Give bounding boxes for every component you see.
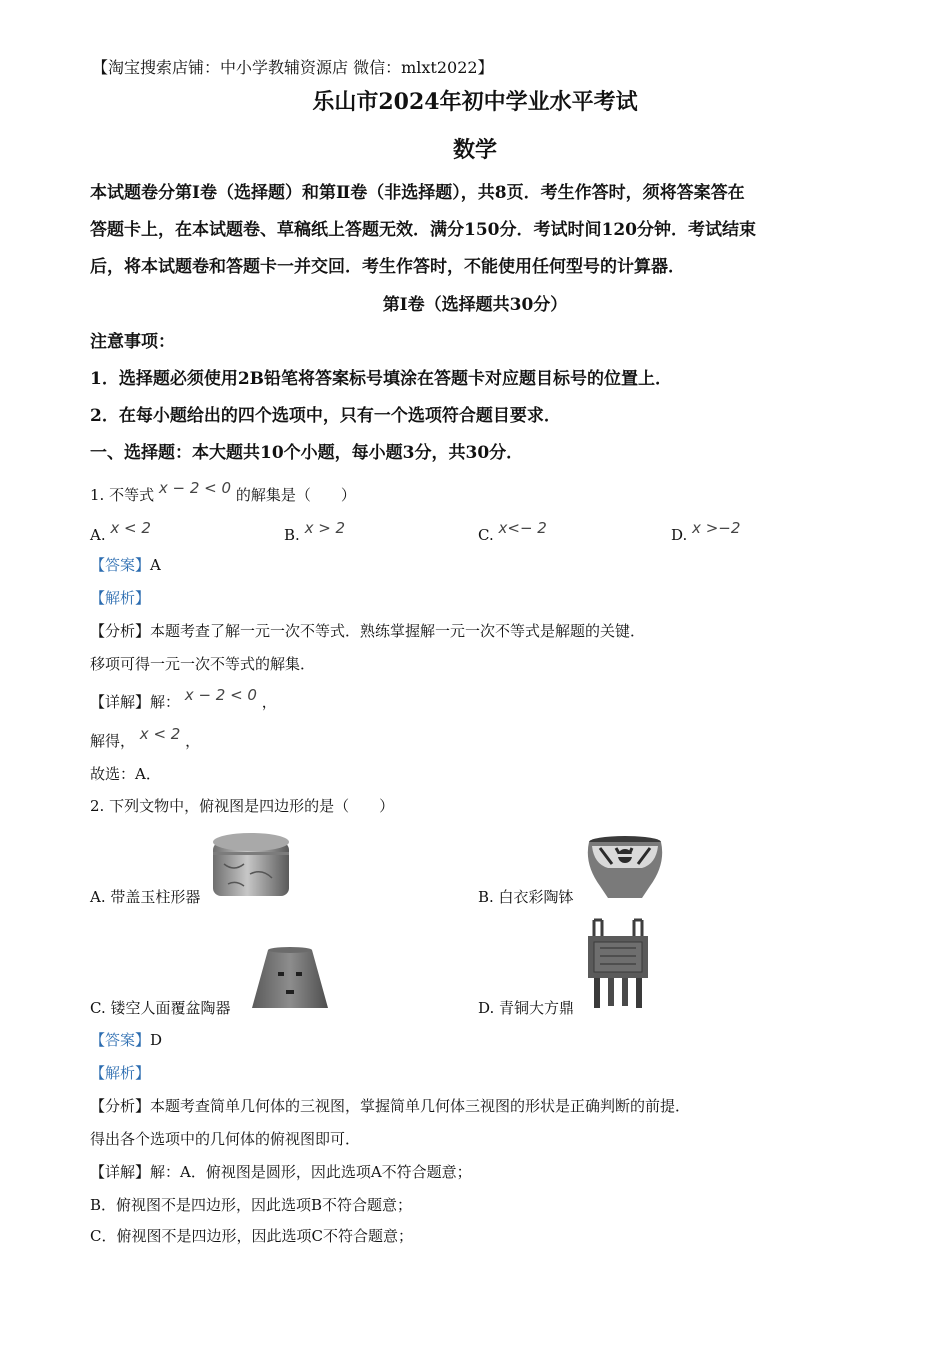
intro-line-3: 后，将本试题卷和答题卡一并交回．考生作答时，不能使用任何型号的计算器． (90, 257, 685, 277)
q2-detail-a: 【详解】解：A．俯视图是圆形，因此选项A不符合题意； (90, 1163, 472, 1181)
q1-analysis-tag: 【解析】 (90, 589, 151, 607)
q2-answer-tag: 【答案】 (90, 1031, 151, 1049)
q1-solve-post: ， (185, 732, 201, 750)
jade-cylinder-image (210, 830, 292, 902)
q1-answer-tag: 【答案】 (90, 556, 151, 574)
q2-fenxi-2: 得出各个选项中的几何体的俯视图即可． (90, 1130, 361, 1148)
q2-option-a: A. 带盖玉柱形器 (90, 888, 201, 906)
q1-detail (90, 686, 277, 712)
q1-choose: 故选：A． (90, 765, 161, 783)
q1-option-a-math: x < 2 (110, 519, 151, 537)
q1-solve-math: x < 2 (139, 725, 181, 743)
q1-solve-pre: 解得， (90, 732, 136, 750)
q1-option-a (90, 519, 151, 545)
q1-fenxi-2: 移项可得一元一次不等式的解集． (90, 655, 316, 673)
q1-answer-value: A (150, 556, 161, 574)
q2-option-b: B. 白衣彩陶钵 (478, 888, 574, 906)
q2-option-d: D. 青铜大方鼎 (478, 999, 575, 1017)
q2-option-c: C. 镂空人面覆盆陶器 (90, 999, 231, 1017)
q1-option-c-math: x<− 2 (498, 519, 547, 537)
face-pot-image (248, 946, 332, 1012)
q1-solve (90, 725, 201, 751)
q1-option-d-label: D. (671, 526, 688, 544)
section1-heading: 第Ⅰ卷（选择题共30分） (382, 295, 568, 315)
q2-answer (90, 1030, 162, 1050)
q1-option-d-math: x >−2 (692, 519, 741, 537)
q1-answer (90, 555, 161, 575)
q2-detail-b: B．俯视图不是四边形，因此选项B不符合题意； (90, 1196, 413, 1214)
q1-detail-post: ， (261, 693, 277, 711)
bronze-ding-image (584, 918, 652, 1010)
note-2: 2．在每小题给出的四个选项中，只有一个选项符合题目要求． (90, 406, 561, 426)
q1-stem-math: x − 2 < 0 (158, 479, 232, 497)
q1-detail-math: x − 2 < 0 (184, 686, 257, 704)
q2-analysis-tag: 【解析】 (90, 1064, 151, 1082)
q1-fenxi: 【分析】本题考查了解一元一次不等式．熟练掌握解一元一次不等式是解题的关键． (90, 622, 646, 640)
q2-answer-value: D (150, 1031, 163, 1049)
q1-option-a-label: A. (90, 526, 106, 544)
q2-fenxi: 【分析】本题考查简单几何体的三视图，掌握简单几何体三视图的形状是正确判断的前提． (90, 1097, 691, 1115)
part-title: 一、选择题：本大题共10个小题，每小题3分，共30分． (90, 443, 524, 463)
notes-title: 注意事项： (90, 332, 175, 352)
q1-option-c (478, 519, 547, 545)
intro-line-2: 答题卡上，在本试题卷、草稿纸上答题无效．满分150分．考试时间120分钟．考试结束 (90, 220, 756, 240)
q2-stem: 2. 下列文物中，俯视图是四边形的是（ ） (90, 797, 395, 815)
exam-title: 乐山市2024年初中学业水平考试 (312, 89, 638, 115)
intro-line-1: 本试题卷分第Ⅰ卷（选择题）和第Ⅱ卷（非选择题），共8页．考生作答时，须将答案答在 (90, 183, 745, 203)
note-1: 1．选择题必须使用2B铅笔将答案标号填涂在答题卡对应题目标号的位置上． (90, 369, 673, 389)
q1-option-c-label: C. (478, 526, 494, 544)
q1-stem-post: 的解集是（ ） (235, 486, 356, 504)
painted-bowl-image (580, 834, 670, 904)
subject-title: 数学 (452, 137, 497, 163)
shop-banner: 【淘宝搜索店铺：中小学教辅资源店 微信：mlxt2022】 (92, 58, 494, 77)
q2-detail-c: C．俯视图不是四边形，因此选项C不符合题意； (90, 1227, 413, 1245)
q1-stem-pre: 1. 不等式 (90, 486, 155, 504)
q1-option-b-math: x > 2 (304, 519, 346, 537)
q1-option-b (284, 519, 346, 545)
q1-option-b-label: B. (284, 526, 300, 544)
q1-stem (90, 479, 356, 505)
q1-option-d (671, 519, 741, 545)
q1-detail-pre: 【详解】解： (90, 693, 181, 711)
